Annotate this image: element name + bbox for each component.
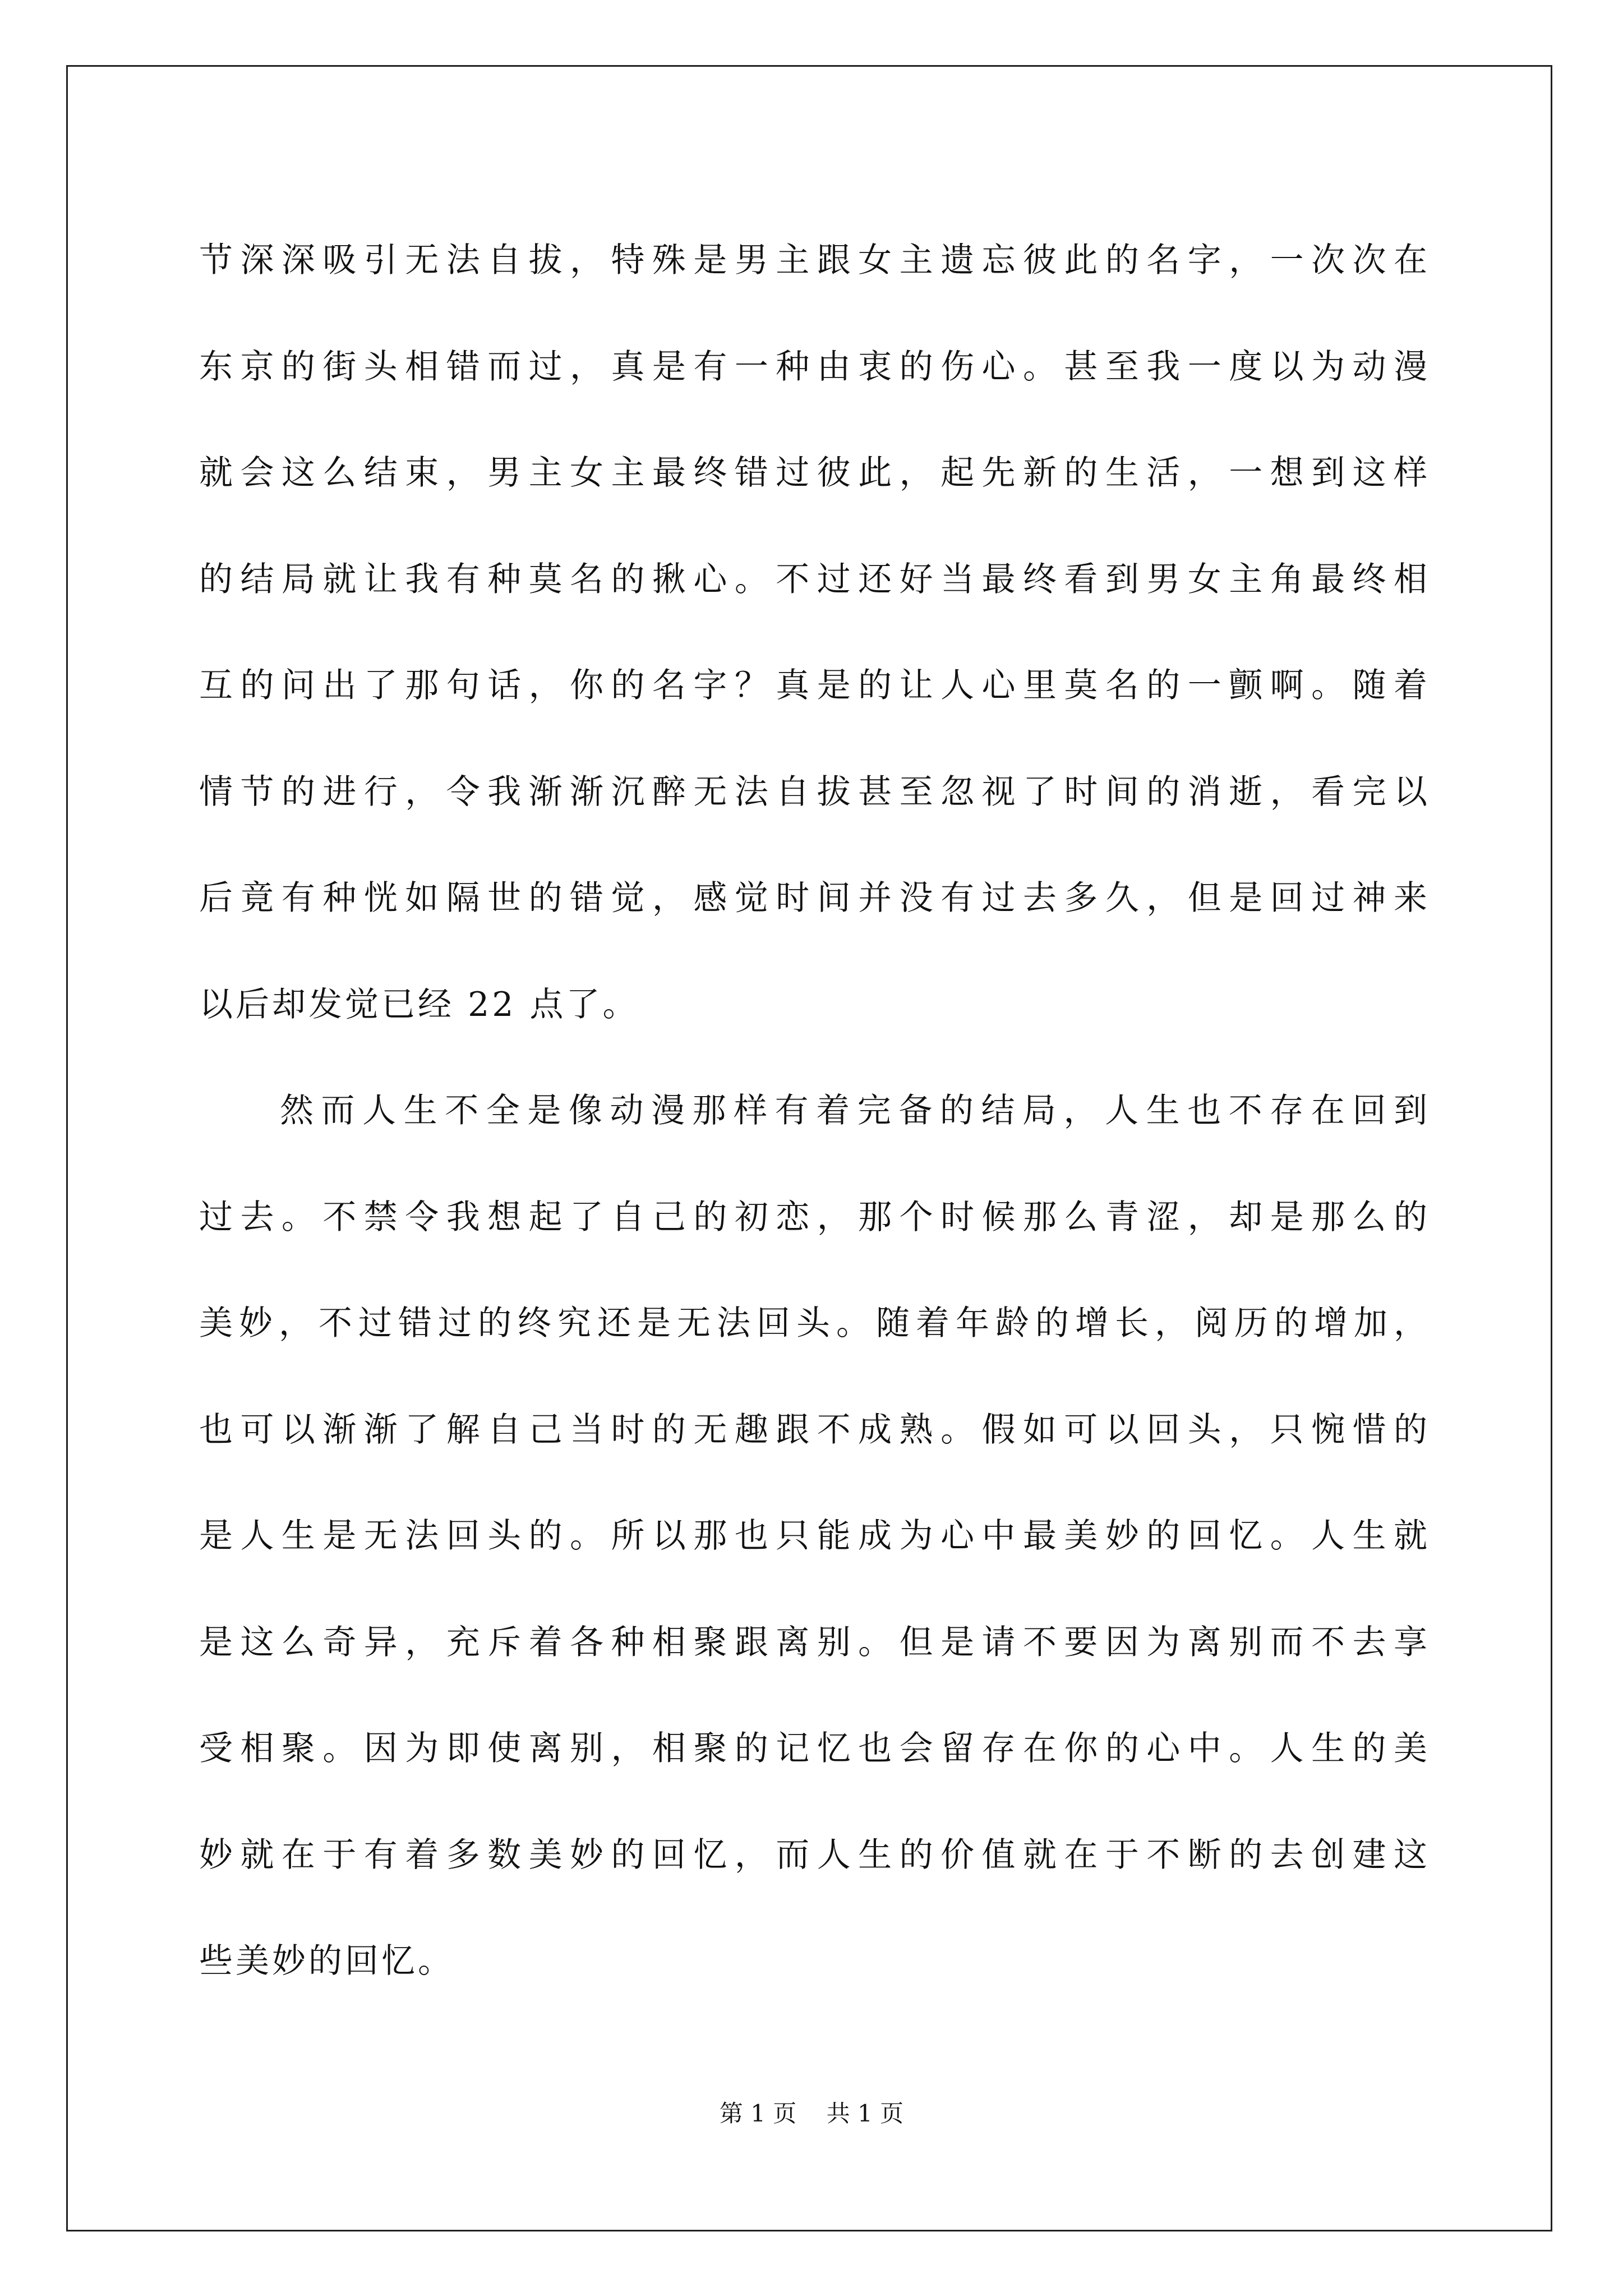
- text-line: 情节的进行，令我渐渐沉醉无法自拔甚至忽视了时间的消逝，看完以: [199, 772, 1427, 812]
- text-line: 是这么奇异，充斥着各种相聚跟离别。但是请不要因为离别而不去享: [199, 1622, 1427, 1662]
- document-body: [199, 208, 1427, 2015]
- text-line: 美妙，不过错过的终究还是无法回头。随着年龄的增长，阅历的增加，: [199, 1304, 1427, 1343]
- paragraph-end-line: 些美妙的回忆。: [199, 1941, 454, 1981]
- text-line: 东京的街头相错而过，真是有一种由衷的伤心。甚至我一度以为动漫: [199, 347, 1427, 386]
- text-line: 妙就在于有着多数美妙的回忆，而人生的价值就在于不断的去创建这: [199, 1835, 1427, 1875]
- text-line: 后竟有种恍如隔世的错觉，感觉时间并没有过去多久，但是回过神来: [199, 878, 1427, 918]
- text-line: 过去。不禁令我想起了自己的初恋，那个时候那么青涩，却是那么的: [199, 1197, 1427, 1237]
- text-line: 受相聚。因为即使离别，相聚的记忆也会留存在你的心中。人生的美: [199, 1729, 1427, 1768]
- paragraph-end-line: 以后却发觉已经 22 点了。: [199, 984, 639, 1024]
- text-line: 互的问出了那句话，你的名字？真是的让人心里莫名的一颤啊。随着: [199, 666, 1427, 705]
- paragraph-first-line: 然而人生不全是像动漫那样有着完备的结局，人生也不存在回到: [280, 1091, 1427, 1130]
- text-line: 的结局就让我有种莫名的揪心。不过还好当最终看到男女主角最终相: [199, 559, 1427, 599]
- text-line: 也可以渐渐了解自己当时的无趣跟不成熟。假如可以回头，只惋惜的: [199, 1410, 1427, 1450]
- page-number-footer: 第 1 页 共 1 页: [719, 2100, 904, 2127]
- text-line: 是人生是无法回头的。所以那也只能成为心中最美妙的回忆。人生就: [199, 1516, 1427, 1556]
- text-line: 就会这么结束，男主女主最终错过彼此，起先新的生活，一想到这样: [199, 453, 1427, 493]
- text-line: 节深深吸引无法自拔，特殊是男主跟女主遗忘彼此的名字，一次次在: [199, 241, 1427, 280]
